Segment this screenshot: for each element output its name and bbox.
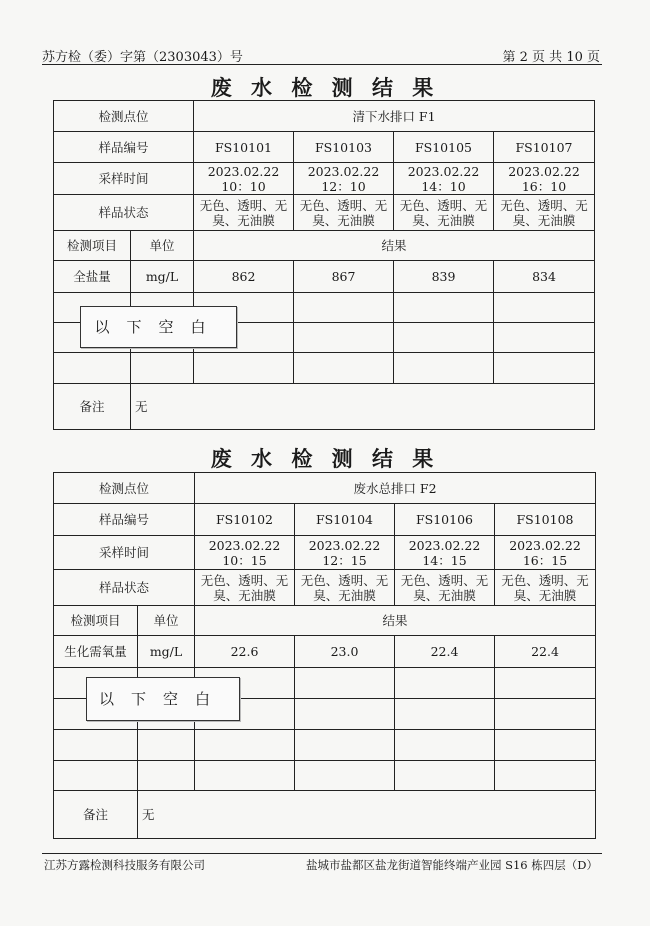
page-indicator: 第 2 页 共 10 页 — [502, 50, 600, 65]
measurement-unit: mg/L — [138, 636, 195, 668]
label-remark: 备注 — [54, 384, 131, 430]
label-sample-no: 样品编号 — [54, 504, 195, 536]
result-value: 862 — [194, 261, 294, 293]
sample-state: 无色、透明、无 臭、无油膜 — [394, 195, 494, 231]
sample-time: 2023.02.22 10：15 — [195, 536, 295, 570]
sample-state: 无色、透明、无 臭、无油膜 — [495, 570, 596, 606]
label-item: 检测项目 — [54, 606, 138, 636]
label-point: 检测点位 — [54, 101, 194, 132]
report-number: 苏方检（委）字第（2303043）号 — [42, 50, 243, 65]
sample-state: 无色、透明、无 臭、无油膜 — [194, 195, 294, 231]
label-remark: 备注 — [54, 791, 138, 839]
footer-rule — [42, 853, 602, 854]
sample-time: 2023.02.22 14：10 — [394, 163, 494, 195]
company-name: 江苏方露检测科技服务有限公司 — [44, 858, 205, 872]
sample-time: 2023.02.22 12：10 — [294, 163, 394, 195]
sample-id: FS10101 — [194, 132, 294, 163]
label-result: 结果 — [195, 606, 596, 636]
label-sample-state: 样品状态 — [54, 570, 195, 606]
result-value: 22.4 — [395, 636, 495, 668]
empty-row — [54, 730, 596, 761]
empty-row — [54, 353, 595, 384]
blank-stamp: 以下空白 — [80, 306, 237, 348]
sample-state: 无色、透明、无 臭、无油膜 — [295, 570, 395, 606]
result-value: 834 — [494, 261, 595, 293]
label-sample-state: 样品状态 — [54, 195, 194, 231]
section-title: 废 水 检 测 结 果 — [210, 446, 440, 471]
company-address: 盐城市盐都区盐龙街道智能终端产业园 S16 栋四层（D） — [305, 858, 598, 872]
remark-value: 无 — [131, 384, 595, 430]
empty-row — [54, 761, 596, 791]
result-value: 867 — [294, 261, 394, 293]
results-table-1 — [53, 100, 595, 430]
sample-state: 无色、透明、无 臭、无油膜 — [294, 195, 394, 231]
sample-id: FS10104 — [295, 504, 395, 536]
label-sample-no: 样品编号 — [54, 132, 194, 163]
label-point: 检测点位 — [54, 473, 195, 504]
blank-stamp: 以下空白 — [86, 677, 240, 721]
sample-id: FS10107 — [494, 132, 595, 163]
sample-time: 2023.02.22 12：15 — [295, 536, 395, 570]
sample-time: 2023.02.22 14：15 — [395, 536, 495, 570]
sample-id: FS10108 — [495, 504, 596, 536]
measurement-item: 全盐量 — [54, 261, 131, 293]
sample-state: 无色、透明、无 臭、无油膜 — [395, 570, 495, 606]
header-rule — [42, 64, 602, 65]
result-value: 22.6 — [195, 636, 295, 668]
sample-state: 无色、透明、无 臭、无油膜 — [494, 195, 595, 231]
label-sample-time: 采样时间 — [54, 536, 195, 570]
result-value: 23.0 — [295, 636, 395, 668]
point-value: 废水总排口 F2 — [195, 473, 596, 504]
sample-state: 无色、透明、无 臭、无油膜 — [195, 570, 295, 606]
sample-time: 2023.02.22 16：15 — [495, 536, 596, 570]
sample-id: FS10106 — [395, 504, 495, 536]
label-item: 检测项目 — [54, 231, 131, 261]
sample-time: 2023.02.22 16：10 — [494, 163, 595, 195]
label-sample-time: 采样时间 — [54, 163, 194, 195]
point-value: 清下水排口 F1 — [194, 101, 595, 132]
section-title: 废 水 检 测 结 果 — [210, 75, 440, 100]
measurement-item: 生化需氧量 — [54, 636, 138, 668]
sample-time: 2023.02.22 10：10 — [194, 163, 294, 195]
result-value: 839 — [394, 261, 494, 293]
label-unit: 单位 — [131, 231, 194, 261]
label-result: 结果 — [194, 231, 595, 261]
sample-id: FS10103 — [294, 132, 394, 163]
label-unit: 单位 — [138, 606, 195, 636]
remark-value: 无 — [138, 791, 596, 839]
result-value: 22.4 — [495, 636, 596, 668]
results-table-2 — [53, 472, 596, 839]
sample-id: FS10105 — [394, 132, 494, 163]
measurement-unit: mg/L — [131, 261, 194, 293]
sample-id: FS10102 — [195, 504, 295, 536]
